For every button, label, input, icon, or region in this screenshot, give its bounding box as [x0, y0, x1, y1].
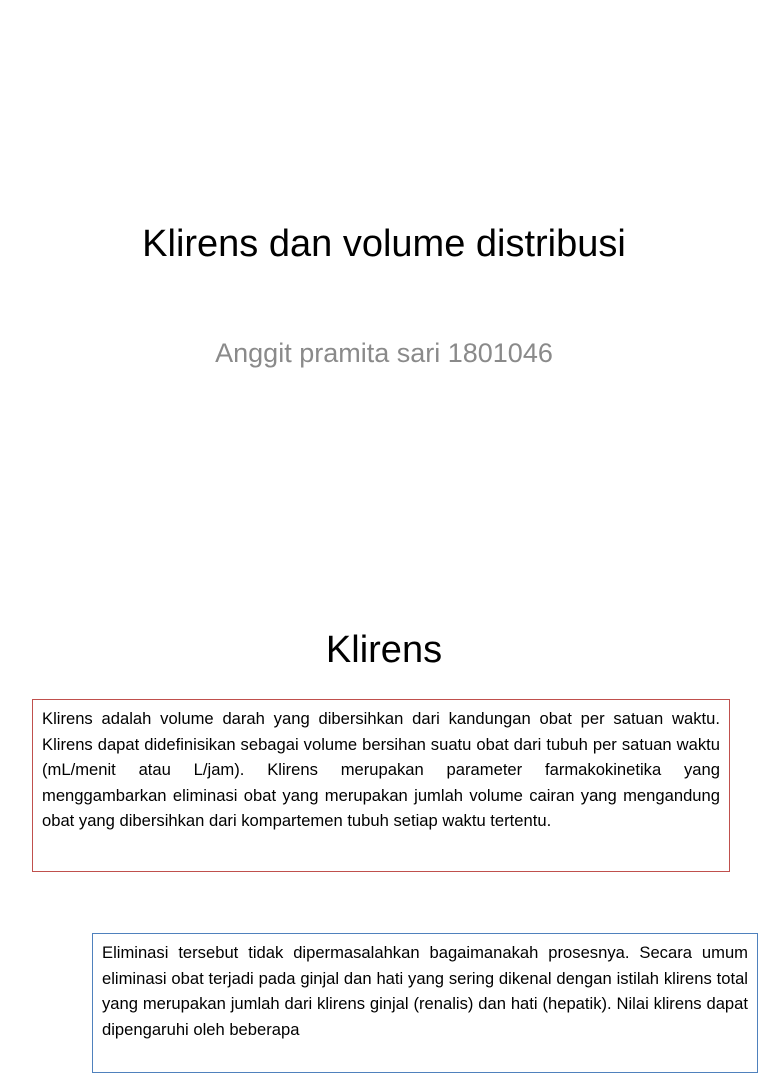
elimination-text-box: Eliminasi tersebut tidak dipermasalahkan bagaimanakah prosesnya. Secara umum eliminasi obat terjadi pada ginjal dan hati yang sering dikenal dengan istilah klirens total yang merupakan jumlah dari klirens ginjal (renalis) dan hati (hepatik). Nilai klirens dapat dipengaruhi oleh beberapa	[92, 933, 758, 1073]
content-slide	[0, 576, 768, 1039]
slide-title: Klirens dan volume distribusi	[142, 223, 626, 265]
slide-subtitle: Anggit pramita sari 1801046	[215, 338, 553, 368]
definition-text-box: Klirens adalah volume darah yang dibersihkan dari kandungan obat per satuan waktu. Klirens dapat didefinisikan sebagai volume bersihan suatu obat dari tubuh per satuan waktu (mL/menit atau L/jam). Klirens merupakan parameter farmakokinetika yang menggambarkan eliminasi obat yang merupakan jumlah volume cairan yang mengandung obat yang dibersihkan dari kompartemen tubuh setiap waktu tertentu.	[32, 699, 730, 872]
slide-heading: Klirens	[325, 629, 443, 671]
